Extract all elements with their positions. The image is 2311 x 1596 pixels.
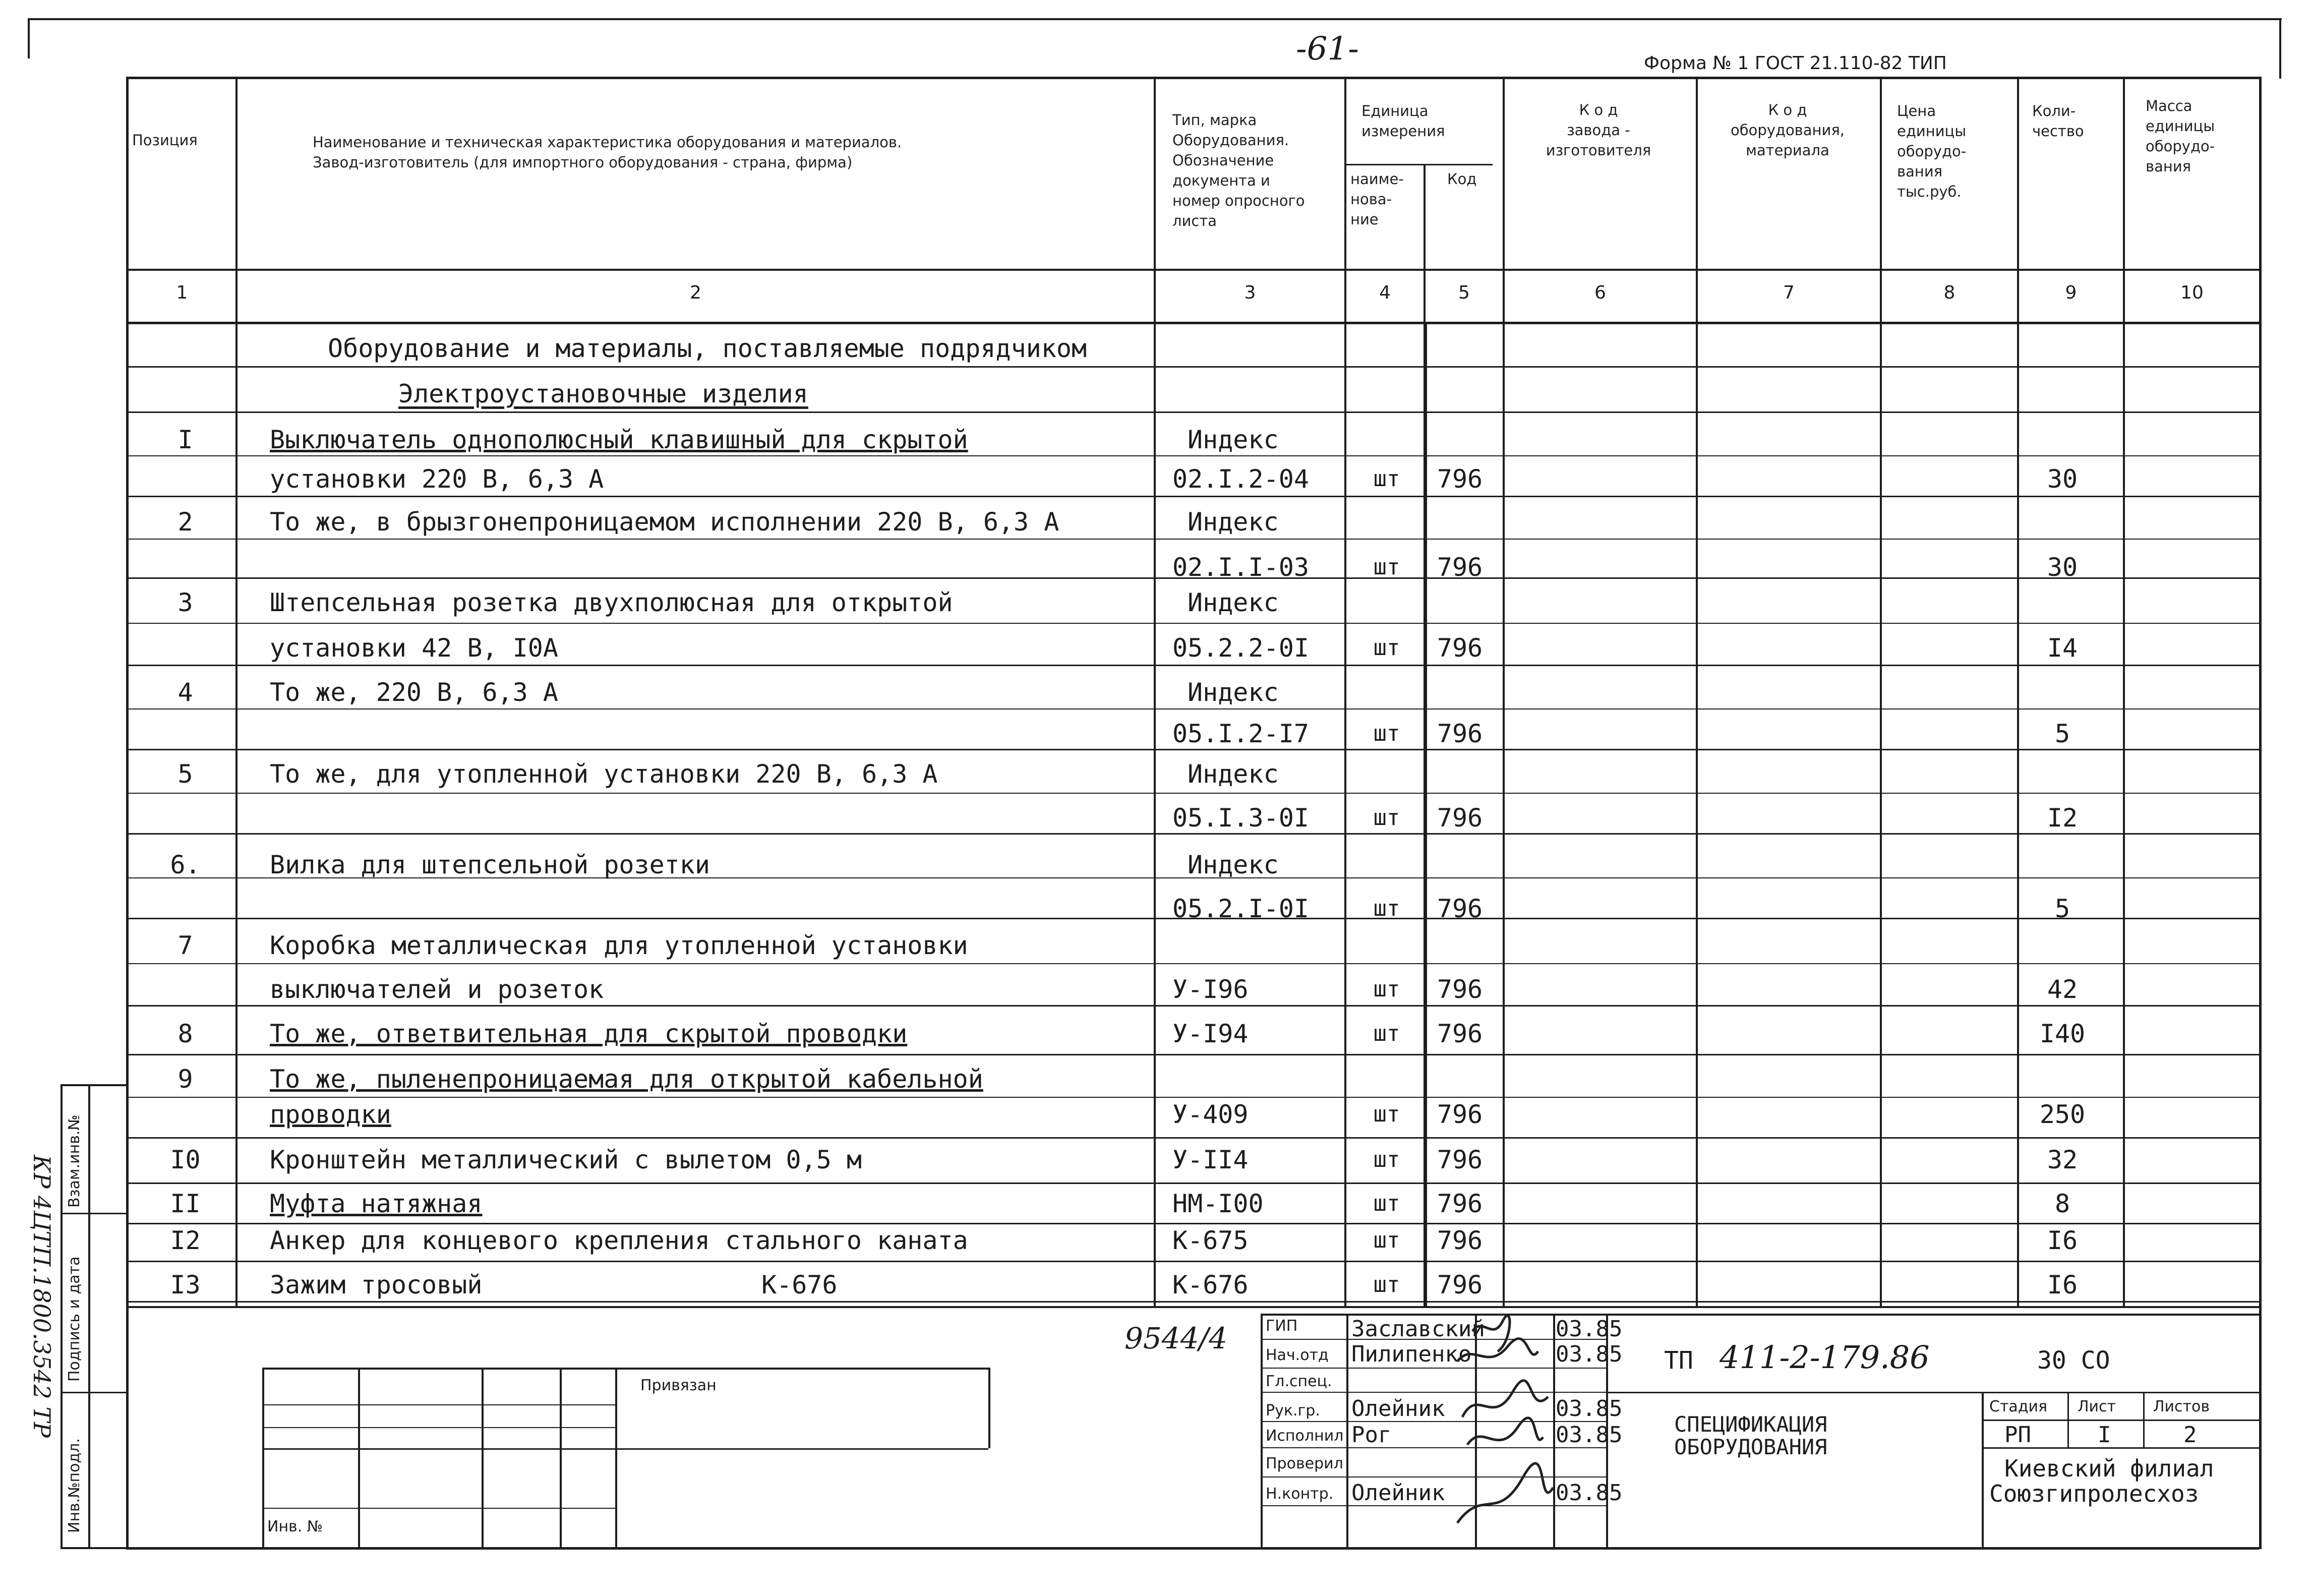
header-mass-l4: вания [2146,158,2191,175]
side-code: КР 4ЦТП.1800.3542 ТР [28,1155,55,1438]
row-name: Вилка для штепсельной розетки [270,850,710,879]
header-mass-l2: единицы [2146,117,2215,135]
row-pos: 9 [177,1065,193,1094]
inv-label: Инв. № [267,1518,323,1535]
row-qty: 8 [2054,1189,2070,1218]
row-pos: 4 [177,678,193,707]
doc-title-line2: ОБОРУДОВАНИЯ [1674,1435,1827,1459]
row-qty: I6 [2047,1226,2078,1255]
row-type: 05.2.2-0I [1172,633,1309,663]
row-name: Кронштейн металлический с вылетом 0,5 м [270,1145,862,1174]
row-pos: 2 [177,507,193,537]
doc-code: 411-2-179.86 [1720,1339,1930,1376]
name-ruk-gr: Олейник [1351,1396,1445,1422]
header-equipment-code-l3: материала [1746,142,1829,159]
header-unit-l2: измерения [1361,123,1445,140]
row-code: 796 [1437,633,1483,663]
subsection-title: Электроустановочные изделия [398,379,808,408]
header-price [1897,101,1966,202]
role-ruk-gr: Рук.гр. [1266,1402,1320,1420]
row-qty: 42 [2047,975,2078,1004]
row-name: выключателей и розеток [270,975,604,1004]
row-unit: шт [1373,1021,1400,1046]
date-n-kontr: 03.85 [1556,1480,1623,1506]
header-quantity [2032,101,2084,141]
header-type-l2: Оборудования. [1172,132,1289,149]
col-num-7: 7 [1783,282,1795,303]
row-unit: шт [1373,1227,1400,1253]
header-type-l6: листа [1172,212,1217,229]
row-pos: 8 [177,1019,193,1048]
doc-title-line1: СПЕЦИФИКАЦИЯ [1674,1412,1827,1437]
header-type-l1: Тип, марка [1172,111,1257,129]
header-quantity-l1: Коли- [2032,102,2076,120]
row-type: Индекс [1188,588,1279,617]
row-code: 796 [1437,803,1483,833]
row-pos: I [177,425,193,454]
header-unit-code: Код [1447,170,1477,188]
header-name-line1: Наименование и техническая характеристика оборудования и материалов. [313,134,902,151]
row-type: Индекс [1188,850,1279,879]
header-factory-code [1535,100,1662,160]
row-unit: шт [1373,635,1400,661]
row-pos: I2 [170,1226,201,1255]
header-unit-l1: Единица [1361,102,1429,120]
row-name: То же, пыленепроницаемая для открытой кабельной [270,1065,983,1094]
row-qty: 5 [2054,719,2070,748]
signature-4 [1467,1418,1543,1445]
row-qty: 250 [2039,1100,2086,1129]
row-type: К-676 [1172,1270,1249,1299]
col-num-4: 4 [1379,282,1391,303]
signature-5 [1457,1463,1553,1523]
header-factory-code-l2: завода - [1567,122,1630,139]
row-type: К-675 [1172,1226,1249,1255]
section-title: Оборудование и материалы, поставляемые подрядчиком [328,334,1087,363]
row-name: То же, 220 В, 6,3 А [270,678,558,707]
date-gip: 03.85 [1556,1316,1623,1342]
row-extra: К-676 [761,1270,838,1299]
header-mass [2146,96,2215,176]
org-line2: Союзгипролесхоз [1989,1480,2199,1507]
col-num-10: 10 [2180,282,2204,303]
date-ispolnil: 03.85 [1556,1422,1623,1448]
role-gip: ГИП [1266,1317,1298,1335]
header-factory-code-l1: К о д [1579,101,1618,119]
header-type [1172,110,1305,231]
row-type: Индекс [1188,678,1279,707]
signature-marks [1452,1311,1604,1553]
row-type: НМ-I00 [1172,1189,1264,1218]
row-name: Зажим тросовый [270,1270,483,1299]
row-unit: шт [1373,896,1400,921]
header-equipment-code-l2: оборудования, [1730,122,1845,139]
header-unit [1361,101,1445,141]
name-gip: Заславский [1351,1316,1485,1342]
row-type: 05.I.2-I7 [1172,719,1309,748]
header-factory-code-l3: изготовителя [1546,142,1651,159]
row-qty: I4 [2047,633,2078,663]
row-type: 02.I.I-03 [1172,553,1309,582]
privyazan-label: Привязан [640,1377,717,1394]
row-type: У-II4 [1172,1145,1249,1174]
row-type: 05.I.3-0I [1172,803,1309,833]
header-price-l1: Цена [1897,102,1936,120]
side-label-vzam: Взам.инв.№ [66,1114,83,1208]
side-label-inv: Инв.№подл. [66,1438,83,1533]
row-name: Муфта натяжная [270,1189,483,1218]
header-unit-name-l3: ние [1350,211,1379,228]
row-pos: I3 [170,1270,201,1299]
header-type-l4: документа и [1172,172,1270,189]
row-qty: I2 [2047,803,2078,833]
row-code: 796 [1437,719,1483,748]
name-ispolnil: Рог [1351,1422,1392,1448]
row-name: Выключатель однополюсный клавишный для скрытой [270,425,968,454]
row-pos: 7 [177,931,193,960]
date-ruk-gr: 03.85 [1556,1396,1623,1422]
row-unit: шт [1373,805,1400,831]
header-price-l3: оборудо- [1897,143,1967,160]
row-name: Коробка металлическая для утопленной установки [270,931,968,960]
header-mass-l3: оборудо- [2146,138,2215,155]
date-nach-otd: 03.85 [1556,1341,1623,1367]
row-pos: II [170,1189,201,1218]
header-quantity-l2: чество [2032,123,2084,140]
row-code: 796 [1437,975,1483,1004]
header-equipment-code-l1: К о д [1768,101,1807,119]
col-num-8: 8 [1943,282,1956,303]
handwritten-number: 9544/4 [1124,1321,1228,1355]
doc-code-prefix: ТП [1664,1346,1693,1375]
row-code: 796 [1437,1145,1483,1174]
role-n-kontr: Н.контр. [1266,1485,1334,1503]
row-type: Индекс [1188,759,1279,789]
row-type: Индекс [1188,507,1279,537]
sheet-label: Лист [2078,1398,2116,1415]
row-type: У-I96 [1172,975,1249,1004]
row-type: 05.2.I-0I [1172,894,1309,923]
signature-3 [1462,1381,1548,1417]
col-num-5: 5 [1458,282,1470,303]
sheets-label: Листов [2153,1398,2210,1415]
header-mass-l1: Масса [2146,97,2193,114]
col-num-2: 2 [690,282,701,303]
col-num-1: 1 [176,282,188,303]
header-unit-name [1350,169,1404,229]
stage-value: РП [2004,1422,2031,1448]
row-code: 796 [1437,553,1483,582]
row-unit: шт [1373,466,1400,492]
row-pos: 5 [177,759,193,789]
header-type-l5: номер опросного [1172,192,1305,209]
row-qty: 30 [2047,553,2078,582]
col-num-3: 3 [1244,282,1256,303]
sheet-value: I [2098,1422,2111,1448]
row-type: У-409 [1172,1100,1249,1129]
name-n-kontr: Олейник [1351,1480,1445,1506]
row-name: Анкер для концевого крепления стального каната [270,1226,968,1255]
header-equipment-code [1709,100,1866,160]
row-pos: 6. [170,850,201,879]
role-proveril: Проверил [1266,1455,1343,1472]
row-name: установки 220 В, 6,3 А [270,464,604,494]
row-name: Штепсельная розетка двухполюсная для открытой [270,588,953,617]
row-unit: шт [1373,1147,1400,1172]
side-label-signature: Подпись и дата [66,1256,83,1382]
role-ispolnil: Исполнил [1266,1427,1344,1445]
row-type: Индекс [1188,425,1279,454]
row-unit: шт [1373,721,1400,746]
role-gl-spec: Гл.спец. [1266,1373,1332,1390]
row-code: 796 [1437,464,1483,494]
name-nach-otd: Пилипенко [1351,1341,1472,1367]
header-price-l5: тыс.руб. [1897,183,1962,200]
row-type: У-I94 [1172,1019,1249,1048]
sheets-value: 2 [2183,1422,2197,1448]
header-price-l4: вания [1897,163,1943,180]
row-name: проводки [270,1100,391,1129]
header-unit-name-l1: наиме- [1350,170,1404,188]
row-code: 796 [1437,1189,1483,1218]
col-num-6: 6 [1594,282,1606,303]
row-qty: 5 [2054,894,2070,923]
header-unit-name-l2: нова- [1350,191,1392,208]
row-code: 796 [1437,1270,1483,1299]
header-name-line2: Завод-изготовитель (для импортного оборудования - страна, фирма) [313,154,853,171]
row-qty: I40 [2039,1019,2086,1048]
row-unit: шт [1373,1101,1400,1127]
row-unit: шт [1373,1272,1400,1297]
row-qty: 32 [2047,1145,2078,1174]
row-code: 796 [1437,894,1483,923]
form-note: Форма № 1 ГОСТ 21.110-82 ТИП [1644,53,1947,74]
stage-label: Стадия [1989,1398,2048,1415]
row-name: То же, ответвительная для скрытой проводки [270,1019,908,1048]
org-line1: Киевский филиал [2004,1455,2214,1482]
row-name: То же, для утопленной установки 220 В, 6,3 А [270,759,938,789]
row-pos: 3 [177,588,193,617]
page-number: -61- [1296,30,1359,68]
header-price-l2: единицы [1897,123,1967,140]
role-nach-otd: Нач.отд [1266,1346,1329,1364]
row-code: 796 [1437,1100,1483,1129]
row-unit: шт [1373,554,1400,580]
row-code: 796 [1437,1226,1483,1255]
header-type-l3: Обозначение [1172,152,1274,169]
row-unit: шт [1373,1191,1400,1216]
doc-suffix: 30 СО [2037,1346,2110,1375]
row-qty: 30 [2047,464,2078,494]
row-pos: I0 [170,1145,201,1174]
row-unit: шт [1373,976,1400,1002]
row-name: То же, в брызгонепроницаемом исполнении 220 В, 6,3 А [270,507,1059,537]
header-position: Позиция [132,132,198,149]
row-name: установки 42 В, I0А [270,633,558,663]
row-qty: I6 [2047,1270,2078,1299]
row-code: 796 [1437,1019,1483,1048]
signature-1 [1472,1316,1510,1351]
col-num-9: 9 [2065,282,2077,303]
row-type: 02.I.2-04 [1172,464,1309,494]
